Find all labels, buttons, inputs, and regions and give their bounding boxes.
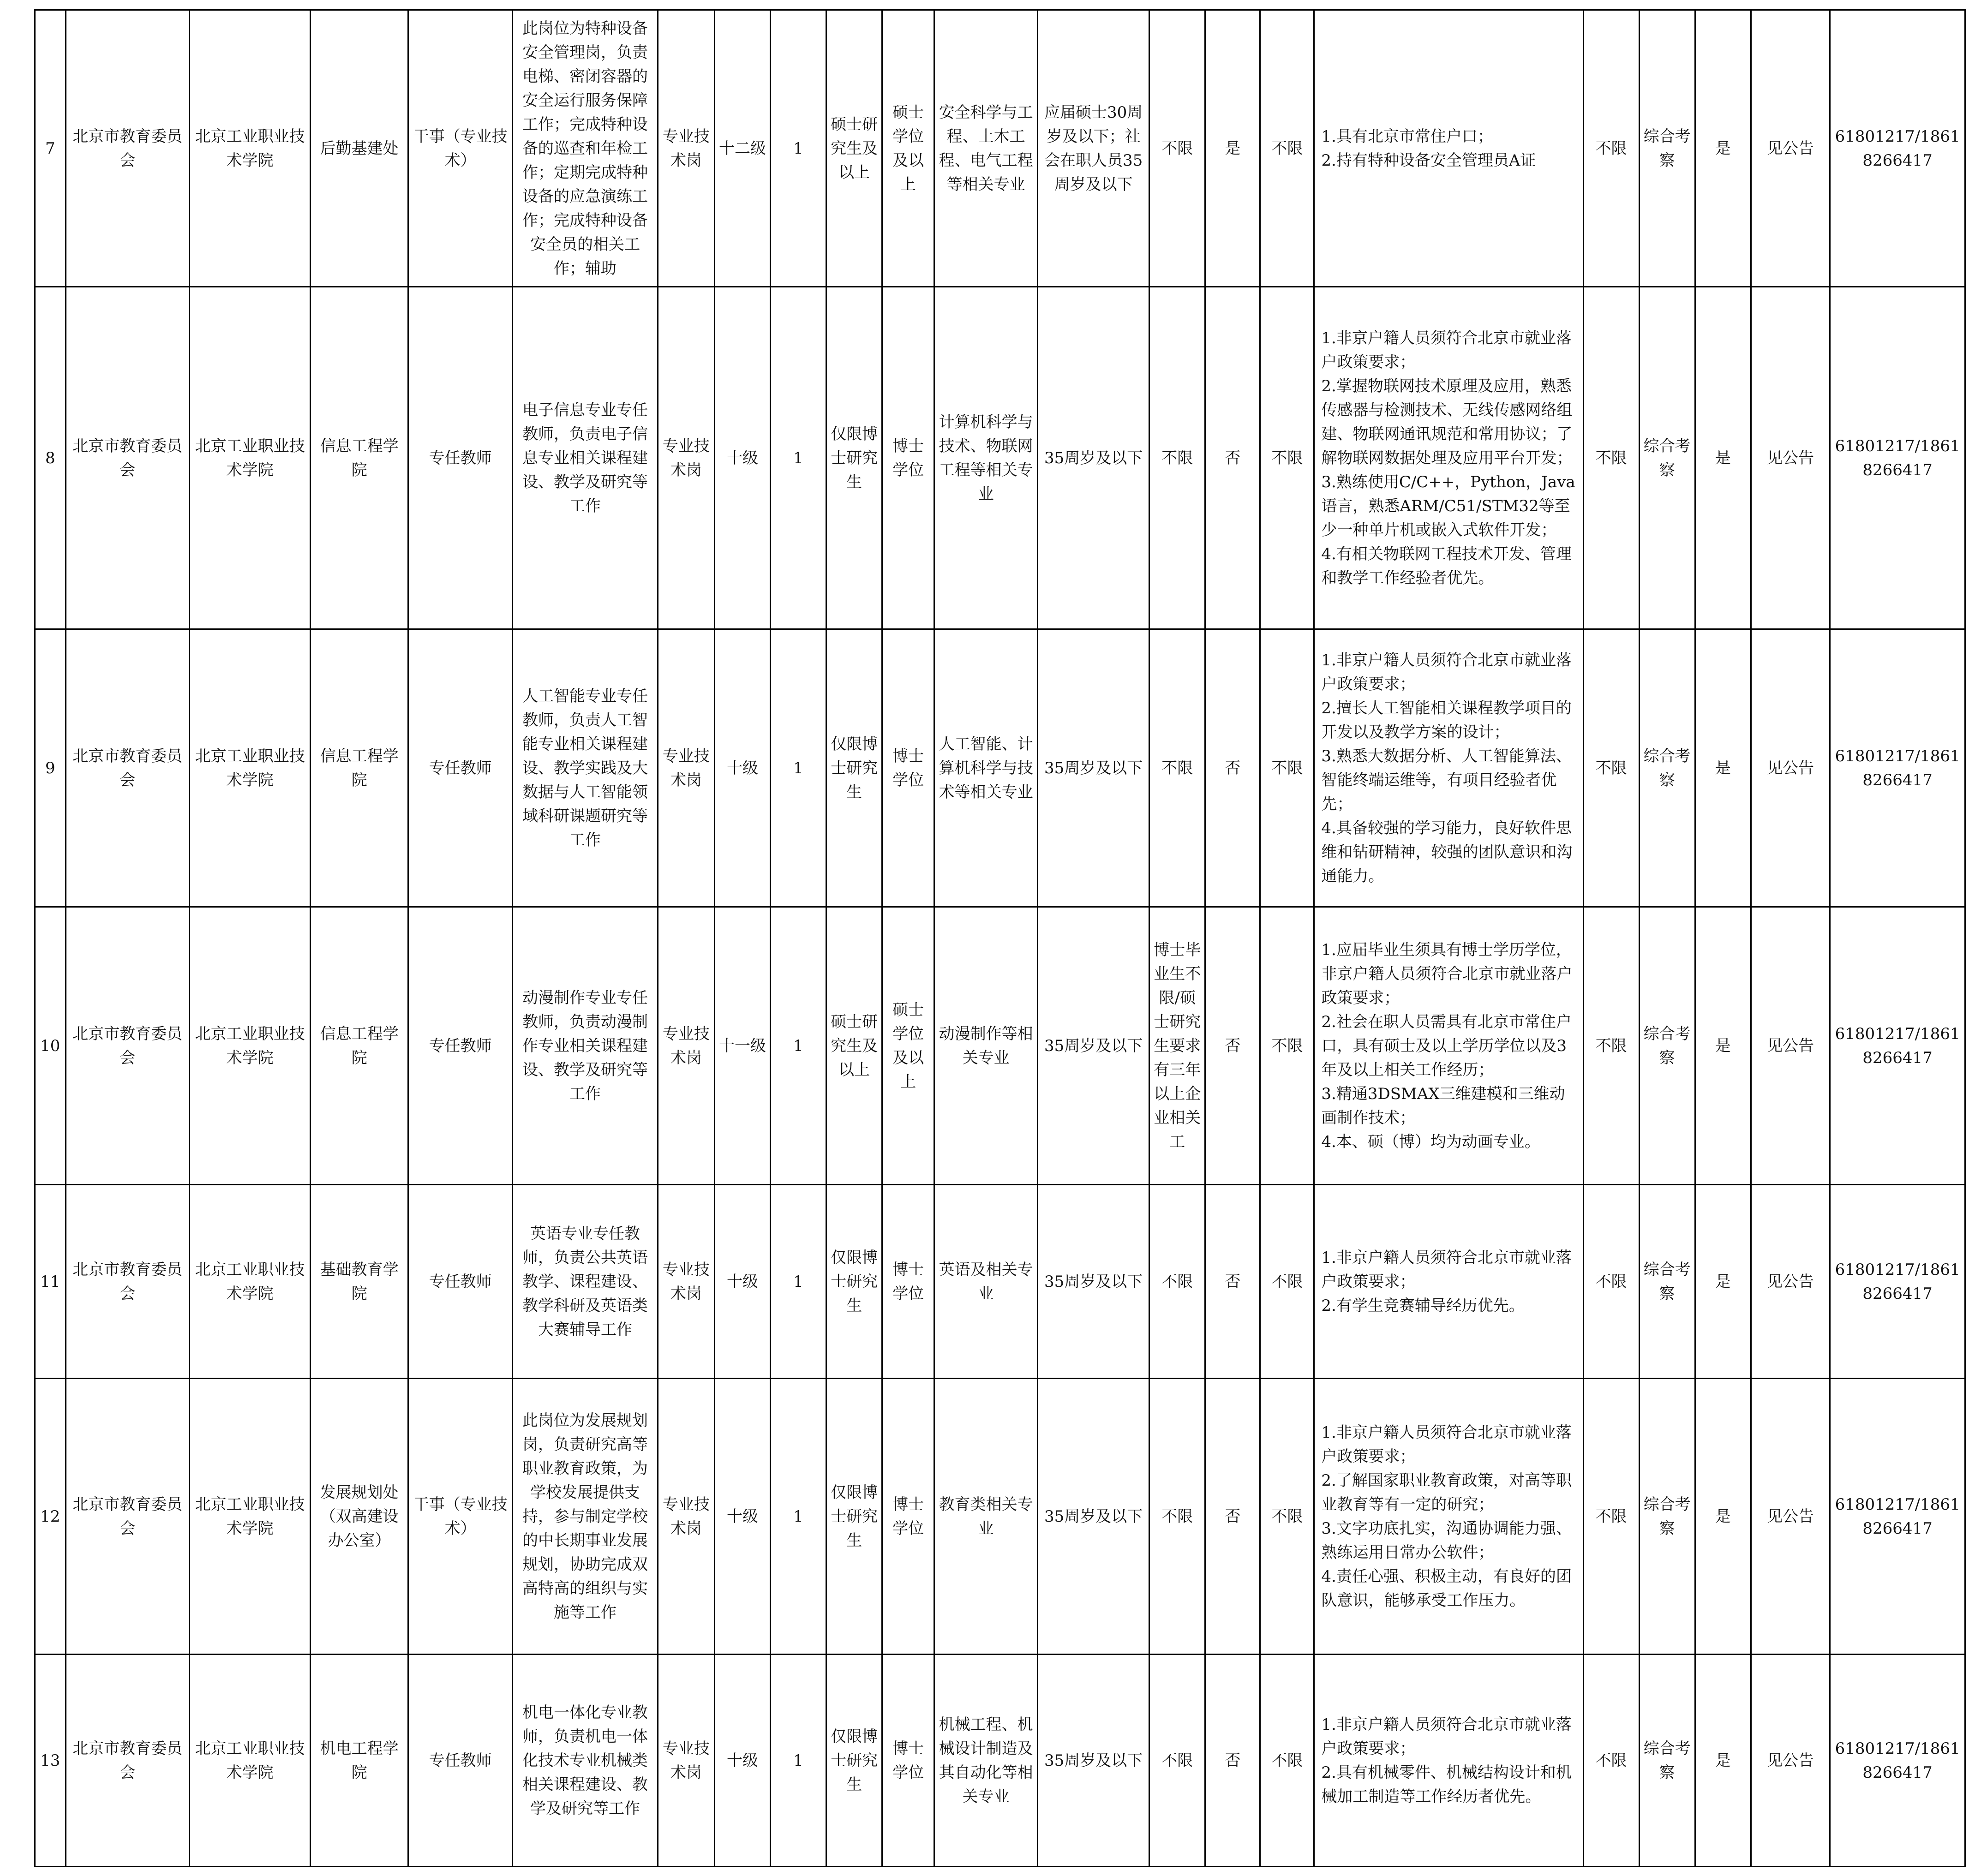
duty-description-cell: 动漫制作专业专任教师，负责动漫制作专业相关课程建设、教学及研究等工作 bbox=[513, 907, 658, 1185]
position-name-cell: 专任教师 bbox=[408, 1655, 513, 1867]
position-category-cell: 专业技术岗 bbox=[658, 1185, 714, 1379]
notice-cell: 见公告 bbox=[1751, 287, 1830, 629]
hiring-count-cell: 1 bbox=[771, 287, 826, 629]
office-cell: 信息工程学院 bbox=[311, 907, 408, 1185]
department-cell: 北京市教育委员会 bbox=[66, 907, 189, 1185]
duty-description-cell: 电子信息专业专任教师，负责电子信息专业相关课程建设、教学及研究等工作 bbox=[513, 287, 658, 629]
hiring-count-cell: 1 bbox=[771, 907, 826, 1185]
gender-cell: 不限 bbox=[1583, 10, 1639, 287]
row-number: 7 bbox=[35, 10, 66, 287]
duty-description-cell bbox=[513, 10, 658, 287]
degree-cell: 博士学位 bbox=[882, 1379, 934, 1655]
position-level-cell: 十级 bbox=[714, 629, 770, 907]
notice-cell: 见公告 bbox=[1751, 10, 1830, 287]
department-cell: 北京市教育委员会 bbox=[66, 1185, 189, 1379]
gender-cell: 不限 bbox=[1583, 1185, 1639, 1379]
position-name-cell: 专任教师 bbox=[408, 907, 513, 1185]
degree-cell: 硕士学位及以上 bbox=[882, 10, 934, 287]
row-number: 10 bbox=[35, 907, 66, 1185]
row-number: 9 bbox=[35, 629, 66, 907]
duty-description-cell: 机电一体化专业教师，负责机电一体化技术专业机械类相关课程建设、教学及研究等工作 bbox=[513, 1655, 658, 1867]
political-status-cell: 不限 bbox=[1149, 10, 1205, 287]
exam-type-cell: 综合考察 bbox=[1639, 1379, 1695, 1655]
contact-phone-cell: 61801217/18618266417 bbox=[1830, 1379, 1965, 1655]
other-requirements-cell: 1.非京户籍人员须符合北京市就业落户政策要求； 2.有学生竞赛辅导经历优先。 bbox=[1314, 1185, 1583, 1379]
education-cell: 硕士研究生及以上 bbox=[826, 10, 882, 287]
age-requirement-cell: 35周岁及以下 bbox=[1038, 1655, 1149, 1867]
work-experience-cell: 不限 bbox=[1260, 629, 1314, 907]
education-cell: 仅限博士研究生 bbox=[826, 1185, 882, 1379]
major-cell: 教育类相关专业 bbox=[934, 1379, 1038, 1655]
hiring-count-cell: 1 bbox=[771, 629, 826, 907]
flag-cell: 是 bbox=[1695, 907, 1751, 1185]
unit-cell: 北京工业职业技术学院 bbox=[189, 629, 310, 907]
position-category-cell: 专业技术岗 bbox=[658, 10, 714, 287]
age-requirement-cell: 35周岁及以下 bbox=[1038, 1185, 1149, 1379]
position-name-cell: 专任教师 bbox=[408, 629, 513, 907]
political-status-cell: 不限 bbox=[1149, 1655, 1205, 1867]
contact-phone-cell: 61801217/18618266417 bbox=[1830, 10, 1965, 287]
position-category-cell: 专业技术岗 bbox=[658, 629, 714, 907]
other-requirements-cell: 1.具有北京市常住户口； 2.持有特种设备安全管理员A证 bbox=[1314, 10, 1583, 287]
unit-cell: 北京工业职业技术学院 bbox=[189, 287, 310, 629]
position-name-cell: 干事（专业技术） bbox=[408, 10, 513, 287]
duty-description-cell-text: 此岗位为特种设备安全管理岗，负责电梯、密闭容器的安全运行服务保障工作；完成特种设备的巡查和年检工作；定期完成特种设备的应急演练工作；完成特种设备安全员的相关工作；辅助 bbox=[522, 19, 648, 278]
flag-cell: 是 bbox=[1695, 1655, 1751, 1867]
political-status-cell-text: 博士毕业生不限/硕士研究生要求有三年以上企业相关工 bbox=[1154, 940, 1201, 1151]
hukou-required-cell: 否 bbox=[1205, 1655, 1260, 1867]
other-requirements-cell: 1.非京户籍人员须符合北京市就业落户政策要求； 2.具有机械零件、机械结构设计和机械加工制造等工作经历者优先。 bbox=[1314, 1655, 1583, 1867]
exam-type-cell: 综合考察 bbox=[1639, 629, 1695, 907]
position-category-cell: 专业技术岗 bbox=[658, 287, 714, 629]
flag-cell: 是 bbox=[1695, 1185, 1751, 1379]
department-cell: 北京市教育委员会 bbox=[66, 10, 189, 287]
education-cell: 硕士研究生及以上 bbox=[826, 907, 882, 1185]
notice-cell: 见公告 bbox=[1751, 1379, 1830, 1655]
duty-description-cell: 人工智能专业专任教师，负责人工智能专业相关课程建设、教学实践及大数据与人工智能领域科研课题研究等工作 bbox=[513, 629, 658, 907]
row-number: 8 bbox=[35, 287, 66, 629]
exam-type-cell: 综合考察 bbox=[1639, 1655, 1695, 1867]
contact-phone-cell: 61801217/18618266417 bbox=[1830, 287, 1965, 629]
flag-cell: 是 bbox=[1695, 629, 1751, 907]
age-requirement-cell: 35周岁及以下 bbox=[1038, 629, 1149, 907]
contact-phone-cell: 61801217/18618266417 bbox=[1830, 629, 1965, 907]
office-cell: 基础教育学院 bbox=[311, 1185, 408, 1379]
education-cell: 仅限博士研究生 bbox=[826, 1379, 882, 1655]
other-requirements-cell: 1.非京户籍人员须符合北京市就业落户政策要求； 2.掌握物联网技术原理及应用，熟悉传感器与检测技术、无线传感网络组建、物联网通讯规范和常用协议；了解物联网数据处理及应用平台开发； 3.熟练使用C/C++，Python，Java语言，熟悉ARM/C51/STM32等至少一种单片机或嵌入式软件开发； 4.有相关物联网工程技术开发、管理和教学工作经验者优先。 bbox=[1314, 287, 1583, 629]
duty-description-cell: 英语专业专任教师，负责公共英语教学、课程建设、教学科研及英语类大赛辅导工作 bbox=[513, 1185, 658, 1379]
degree-cell: 博士学位 bbox=[882, 287, 934, 629]
major-cell: 动漫制作等相关专业 bbox=[934, 907, 1038, 1185]
flag-cell: 是 bbox=[1695, 1379, 1751, 1655]
gender-cell: 不限 bbox=[1583, 287, 1639, 629]
notice-cell: 见公告 bbox=[1751, 1185, 1830, 1379]
other-requirements-cell: 1.应届毕业生须具有博士学历学位，非京户籍人员须符合北京市就业落户政策要求； 2.社会在职人员需具有北京市常住户口，具有硕士及以上学历学位以及3年及以上相关工作经历； 3.精通3DSMAX三维建模和三维动画制作技术； 4.本、硕（博）均为动画专业。 bbox=[1314, 907, 1583, 1185]
position-level-cell: 十级 bbox=[714, 287, 770, 629]
department-cell: 北京市教育委员会 bbox=[66, 287, 189, 629]
work-experience-cell: 不限 bbox=[1260, 287, 1314, 629]
exam-type-cell: 综合考察 bbox=[1639, 1185, 1695, 1379]
exam-type-cell: 综合考察 bbox=[1639, 287, 1695, 629]
gender-cell: 不限 bbox=[1583, 629, 1639, 907]
hukou-required-cell: 否 bbox=[1205, 287, 1260, 629]
flag-cell: 是 bbox=[1695, 10, 1751, 287]
position-category-cell: 专业技术岗 bbox=[658, 1379, 714, 1655]
row-number: 13 bbox=[35, 1655, 66, 1867]
hukou-required-cell: 否 bbox=[1205, 1185, 1260, 1379]
contact-phone-cell: 61801217/18618266417 bbox=[1830, 1655, 1965, 1867]
office-cell: 信息工程学院 bbox=[311, 287, 408, 629]
unit-cell: 北京工业职业技术学院 bbox=[189, 1379, 310, 1655]
age-requirement-cell: 应届硕士30周岁及以下；社会在职人员35周岁及以下 bbox=[1038, 10, 1149, 287]
notice-cell: 见公告 bbox=[1751, 629, 1830, 907]
position-level-cell: 十级 bbox=[714, 1379, 770, 1655]
table-row bbox=[35, 1185, 1965, 1379]
work-experience-cell: 不限 bbox=[1260, 1185, 1314, 1379]
position-name-cell: 干事（专业技术） bbox=[408, 1379, 513, 1655]
position-level-cell: 十一级 bbox=[714, 907, 770, 1185]
office-cell: 信息工程学院 bbox=[311, 629, 408, 907]
education-cell: 仅限博士研究生 bbox=[826, 629, 882, 907]
political-status-cell: 不限 bbox=[1149, 1379, 1205, 1655]
age-requirement-cell: 35周岁及以下 bbox=[1038, 907, 1149, 1185]
work-experience-cell: 不限 bbox=[1260, 10, 1314, 287]
unit-cell: 北京工业职业技术学院 bbox=[189, 1655, 310, 1867]
major-cell: 机械工程、机械设计制造及其自动化等相关专业 bbox=[934, 1655, 1038, 1867]
political-status-cell: 不限 bbox=[1149, 1185, 1205, 1379]
table-row bbox=[35, 1655, 1965, 1867]
contact-phone-cell: 61801217/18618266417 bbox=[1830, 1185, 1965, 1379]
table-row bbox=[35, 629, 1965, 907]
exam-type-cell: 综合考察 bbox=[1639, 10, 1695, 287]
table-row bbox=[35, 907, 1965, 1185]
exam-type-cell: 综合考察 bbox=[1639, 907, 1695, 1185]
degree-cell: 博士学位 bbox=[882, 629, 934, 907]
age-requirement-cell: 35周岁及以下 bbox=[1038, 287, 1149, 629]
education-cell: 仅限博士研究生 bbox=[826, 287, 882, 629]
work-experience-cell: 不限 bbox=[1260, 1379, 1314, 1655]
unit-cell: 北京工业职业技术学院 bbox=[189, 10, 310, 287]
hiring-count-cell: 1 bbox=[771, 10, 826, 287]
major-cell: 英语及相关专业 bbox=[934, 1185, 1038, 1379]
hukou-required-cell: 否 bbox=[1205, 629, 1260, 907]
row-number: 12 bbox=[35, 1379, 66, 1655]
table-row bbox=[35, 10, 1965, 287]
hiring-count-cell: 1 bbox=[771, 1655, 826, 1867]
unit-cell: 北京工业职业技术学院 bbox=[189, 907, 310, 1185]
department-cell: 北京市教育委员会 bbox=[66, 1655, 189, 1867]
position-level-cell: 十级 bbox=[714, 1655, 770, 1867]
office-cell: 后勤基建处 bbox=[311, 10, 408, 287]
degree-cell: 博士学位 bbox=[882, 1655, 934, 1867]
other-requirements-cell: 1.非京户籍人员须符合北京市就业落户政策要求； 2.擅长人工智能相关课程教学项目的开发以及教学方案的设计； 3.熟悉大数据分析、人工智能算法、智能终端运维等，有项目经验者优先； 4.具备较强的学习能力，良好软件思维和钻研精神，较强的团队意识和沟通能力。 bbox=[1314, 629, 1583, 907]
gender-cell: 不限 bbox=[1583, 1655, 1639, 1867]
department-cell: 北京市教育委员会 bbox=[66, 629, 189, 907]
gender-cell: 不限 bbox=[1583, 1379, 1639, 1655]
hukou-required-cell: 否 bbox=[1205, 907, 1260, 1185]
other-requirements-cell: 1.非京户籍人员须符合北京市就业落户政策要求； 2.了解国家职业教育政策，对高等职业教育等有一定的研究； 3.文字功底扎实，沟通协调能力强、熟练运用日常办公软件； 4.责任心强、积极主动，有良好的团队意识，能够承受工作压力。 bbox=[1314, 1379, 1583, 1655]
degree-cell: 博士学位 bbox=[882, 1185, 934, 1379]
position-category-cell: 专业技术岗 bbox=[658, 1655, 714, 1867]
row-number: 11 bbox=[35, 1185, 66, 1379]
table-row bbox=[35, 287, 1965, 629]
notice-cell: 见公告 bbox=[1751, 907, 1830, 1185]
office-cell: 机电工程学院 bbox=[311, 1655, 408, 1867]
table-row bbox=[35, 1379, 1965, 1655]
position-name-cell: 专任教师 bbox=[408, 1185, 513, 1379]
major-cell: 安全科学与工程、土木工程、电气工程等相关专业 bbox=[934, 10, 1038, 287]
recruitment-table bbox=[34, 9, 1966, 1867]
hukou-required-cell: 是 bbox=[1205, 10, 1260, 287]
political-status-cell bbox=[1149, 907, 1205, 1185]
position-category-cell: 专业技术岗 bbox=[658, 907, 714, 1185]
work-experience-cell: 不限 bbox=[1260, 1655, 1314, 1867]
hiring-count-cell: 1 bbox=[771, 1185, 826, 1379]
duty-description-cell: 此岗位为发展规划岗，负责研究高等职业教育政策，为学校发展提供支持，参与制定学校的中长期事业发展规划，协助完成双高特高的组织与实施等工作 bbox=[513, 1379, 658, 1655]
hiring-count-cell: 1 bbox=[771, 1379, 826, 1655]
political-status-cell: 不限 bbox=[1149, 287, 1205, 629]
unit-cell: 北京工业职业技术学院 bbox=[189, 1185, 310, 1379]
major-cell: 计算机科学与技术、物联网工程等相关专业 bbox=[934, 287, 1038, 629]
notice-cell: 见公告 bbox=[1751, 1655, 1830, 1867]
office-cell: 发展规划处（双高建设办公室） bbox=[311, 1379, 408, 1655]
hukou-required-cell: 否 bbox=[1205, 1379, 1260, 1655]
work-experience-cell: 不限 bbox=[1260, 907, 1314, 1185]
political-status-cell: 不限 bbox=[1149, 629, 1205, 907]
position-level-cell: 十二级 bbox=[714, 10, 770, 287]
department-cell: 北京市教育委员会 bbox=[66, 1379, 189, 1655]
position-level-cell: 十级 bbox=[714, 1185, 770, 1379]
education-cell: 仅限博士研究生 bbox=[826, 1655, 882, 1867]
major-cell: 人工智能、计算机科学与技术等相关专业 bbox=[934, 629, 1038, 907]
flag-cell: 是 bbox=[1695, 287, 1751, 629]
degree-cell: 硕士学位及以上 bbox=[882, 907, 934, 1185]
contact-phone-cell: 61801217/18618266417 bbox=[1830, 907, 1965, 1185]
position-name-cell: 专任教师 bbox=[408, 287, 513, 629]
gender-cell: 不限 bbox=[1583, 907, 1639, 1185]
age-requirement-cell: 35周岁及以下 bbox=[1038, 1379, 1149, 1655]
